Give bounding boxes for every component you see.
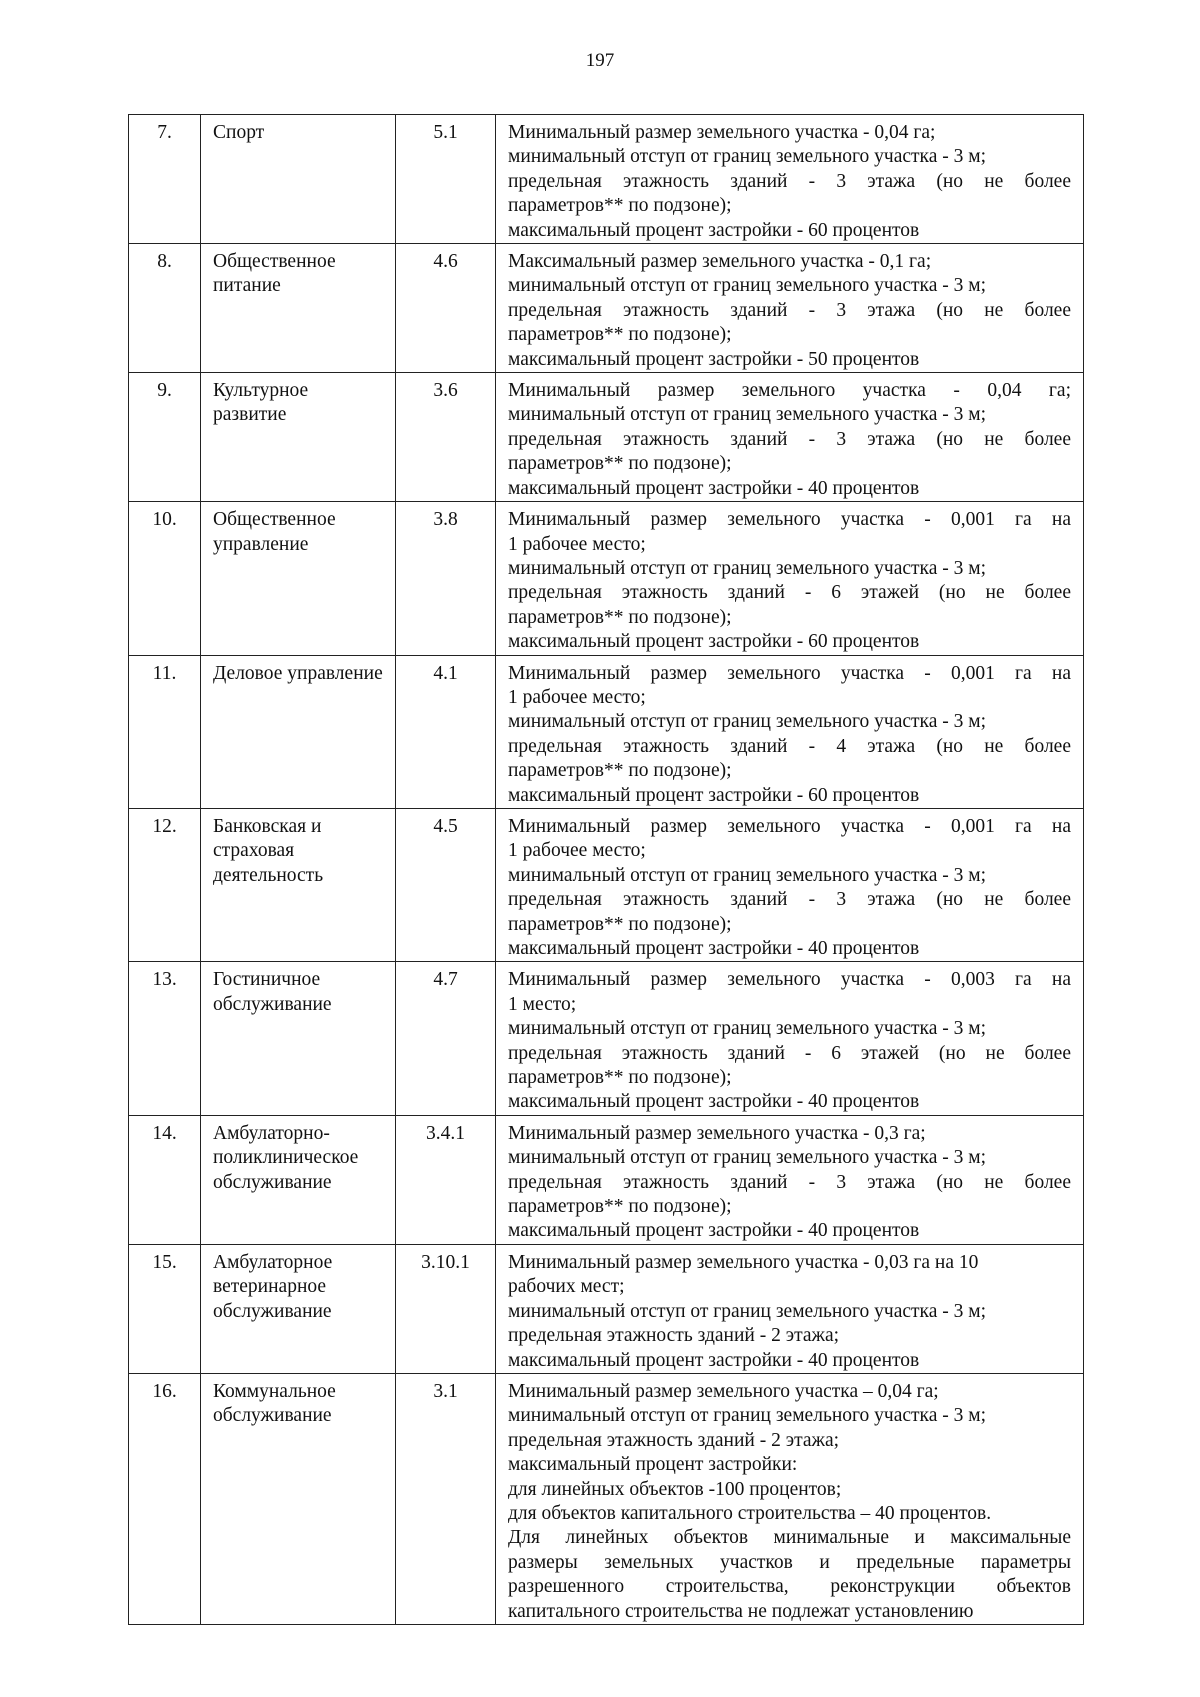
parameter-line: минимальный отступ от границ земельного участка - 3 м; [508, 1018, 987, 1040]
parameter-line: максимальный процент застройки - 60 процентов [508, 784, 920, 806]
parameter-line: 1 рабочее место; [508, 686, 646, 708]
parameter-line: параметров** по подзоне); [508, 760, 732, 782]
parameter-line: максимальный процент застройки - 60 процентов [508, 631, 920, 653]
parameter-line: параметров** по подзоне); [508, 195, 732, 217]
land-use-code: 4.5 [396, 808, 496, 961]
parameter-line: максимальный процент застройки - 40 процентов [508, 1091, 920, 1113]
row-number: 12. [129, 808, 201, 961]
parameter-line: Для линейных объектов минимальные и максимальные [508, 1527, 1071, 1549]
parameter-line: предельная этажность зданий - 6 этажей (но не более [508, 582, 1071, 604]
land-use-code: 4.6 [396, 244, 496, 373]
parameters-cell [496, 1115, 1084, 1244]
land-use-code: 3.4.1 [396, 1115, 496, 1244]
parameter-line: минимальный отступ от границ земельного участка - 3 м; [508, 864, 987, 886]
land-use-type: Коммунальное обслуживание [201, 1373, 396, 1624]
table-row [129, 244, 1084, 373]
parameters-cell [496, 655, 1084, 808]
parameter-line: максимальный процент застройки - 40 процентов [508, 477, 920, 499]
land-use-type: Культурное развитие [201, 373, 396, 502]
row-number: 14. [129, 1115, 201, 1244]
parameter-line: минимальный отступ от границ земельного участка - 3 м; [508, 557, 987, 579]
parameter-line: капитального строительства не подлежат установлению [508, 1600, 974, 1622]
parameters-cell [496, 244, 1084, 373]
parameter-line: параметров** по подзоне); [508, 1196, 732, 1218]
parameter-line: 1 рабочее место; [508, 840, 646, 862]
parameter-line: для объектов капитального строительства – 40 процентов. [508, 1502, 992, 1524]
parameter-line: максимальный процент застройки - 40 процентов [508, 1349, 920, 1371]
row-number: 11. [129, 655, 201, 808]
parameter-line: размеры земельных участков и предельные параметры [508, 1551, 1071, 1573]
land-use-code: 3.6 [396, 373, 496, 502]
land-use-type: Спорт [201, 115, 396, 244]
land-use-code: 4.7 [396, 962, 496, 1115]
row-number: 10. [129, 502, 201, 655]
parameter-line: Минимальный размер земельного участка - 0,04 га; [508, 380, 1071, 402]
parameter-line: минимальный отступ от границ земельного участка - 3 м; [508, 1147, 987, 1169]
table-row [129, 808, 1084, 961]
parameter-line: предельная этажность зданий - 6 этажей (но не более [508, 1042, 1071, 1064]
parameter-line: предельная этажность зданий - 4 этажа (но не более [508, 735, 1071, 757]
parameters-cell [496, 1373, 1084, 1624]
parameter-line: предельная этажность зданий - 3 этажа (но не более [508, 889, 1071, 911]
parameter-line: Минимальный размер земельного участка - 0,001 га на [508, 662, 1071, 684]
table-row [129, 373, 1084, 502]
row-number: 7. [129, 115, 201, 244]
row-number: 16. [129, 1373, 201, 1624]
page-number: 197 [585, 50, 615, 71]
land-use-code: 5.1 [396, 115, 496, 244]
land-use-type: Амбулаторное ветеринарное обслуживание [201, 1244, 396, 1373]
parameter-line: Минимальный размер земельного участка - 0,003 га на [508, 969, 1071, 991]
parameter-line: максимальный процент застройки - 40 процентов [508, 938, 920, 959]
parameter-line: Минимальный размер земельного участка - 0,3 га; [508, 1122, 926, 1144]
parameter-line: минимальный отступ от границ земельного участка - 3 м; [508, 275, 987, 297]
land-use-regulations-table [128, 114, 1084, 1625]
parameter-line: разрешенного строительства, реконструкции объектов [508, 1576, 1071, 1598]
parameter-line: предельная этажность зданий - 3 этажа (но не более [508, 428, 1071, 450]
parameter-line: предельная этажность зданий - 3 этажа (но не более [508, 1171, 1071, 1193]
land-use-type: Гостиничное обслуживание [201, 962, 396, 1115]
land-use-code: 3.1 [396, 1373, 496, 1624]
parameter-line: минимальный отступ от границ земельного участка - 3 м; [508, 1405, 987, 1427]
parameter-line: предельная этажность зданий - 2 этажа; [508, 1429, 840, 1451]
table-row [129, 1115, 1084, 1244]
row-number: 9. [129, 373, 201, 502]
parameter-line: предельная этажность зданий - 3 этажа (но не более [508, 170, 1071, 192]
parameters-cell [496, 373, 1084, 502]
table-row [129, 1373, 1084, 1624]
land-use-type: Общественное питание [201, 244, 396, 373]
parameter-line: предельная этажность зданий - 3 этажа (но не более [508, 299, 1071, 321]
parameters-cell [496, 962, 1084, 1115]
land-use-type: Деловое управление [201, 655, 396, 808]
parameter-line: для линейных объектов -100 процентов; [508, 1478, 842, 1500]
parameter-line: Минимальный размер земельного участка - 0,001 га на [508, 815, 1071, 837]
table-body [129, 115, 1084, 1625]
row-number: 15. [129, 1244, 201, 1373]
parameter-line: максимальный процент застройки - 40 процентов [508, 1220, 920, 1242]
row-number: 8. [129, 244, 201, 373]
parameters-cell [496, 1244, 1084, 1373]
parameter-line: Минимальный размер земельного участка - 0,04 га; [508, 122, 936, 143]
land-use-type: Общественное управление [201, 502, 396, 655]
table-row [129, 502, 1084, 655]
parameter-line: максимальный процент застройки - 60 процентов [508, 219, 920, 241]
parameter-line: 1 место; [508, 993, 577, 1015]
parameter-line: Максимальный размер земельного участка - 0,1 га; [508, 251, 932, 273]
land-use-code: 3.8 [396, 502, 496, 655]
parameter-line: параметров** по подзоне); [508, 453, 732, 475]
parameter-line: максимальный процент застройки: [508, 1454, 798, 1476]
table-row [129, 1244, 1084, 1373]
parameter-line: предельная этажность зданий - 2 этажа; [508, 1325, 840, 1347]
parameter-line: Минимальный размер земельного участка – 0,04 га; [508, 1380, 939, 1402]
table-row [129, 115, 1084, 244]
row-number: 13. [129, 962, 201, 1115]
land-use-type: Банковская и страховая деятельность [201, 808, 396, 961]
parameters-cell [496, 502, 1084, 655]
parameter-line: параметров** по подзоне); [508, 606, 732, 628]
land-use-type: Амбулаторно-поликлиническое обслуживание [201, 1115, 396, 1244]
parameters-cell [496, 115, 1084, 244]
parameter-line: Минимальный размер земельного участка - 0,03 га на 10 [508, 1251, 979, 1273]
parameter-line: минимальный отступ от границ земельного участка - 3 м; [508, 1300, 987, 1322]
parameter-line: Минимальный размер земельного участка - 0,001 га на [508, 509, 1071, 531]
parameters-cell [496, 808, 1084, 961]
parameter-line: максимальный процент застройки - 50 процентов [508, 348, 920, 370]
land-use-code: 4.1 [396, 655, 496, 808]
parameter-line: минимальный отступ от границ земельного участка - 3 м; [508, 404, 987, 426]
table-row [129, 655, 1084, 808]
parameter-line: 1 рабочее место; [508, 533, 646, 555]
parameter-line: параметров** по подзоне); [508, 1067, 732, 1089]
parameter-line: параметров** по подзоне); [508, 324, 732, 346]
parameter-line: рабочих мест; [508, 1276, 625, 1298]
parameter-line: минимальный отступ от границ земельного участка - 3 м; [508, 146, 987, 168]
parameter-line: минимальный отступ от границ земельного участка - 3 м; [508, 711, 987, 733]
land-use-code: 3.10.1 [396, 1244, 496, 1373]
table-row [129, 962, 1084, 1115]
parameter-line: параметров** по подзоне); [508, 913, 732, 935]
